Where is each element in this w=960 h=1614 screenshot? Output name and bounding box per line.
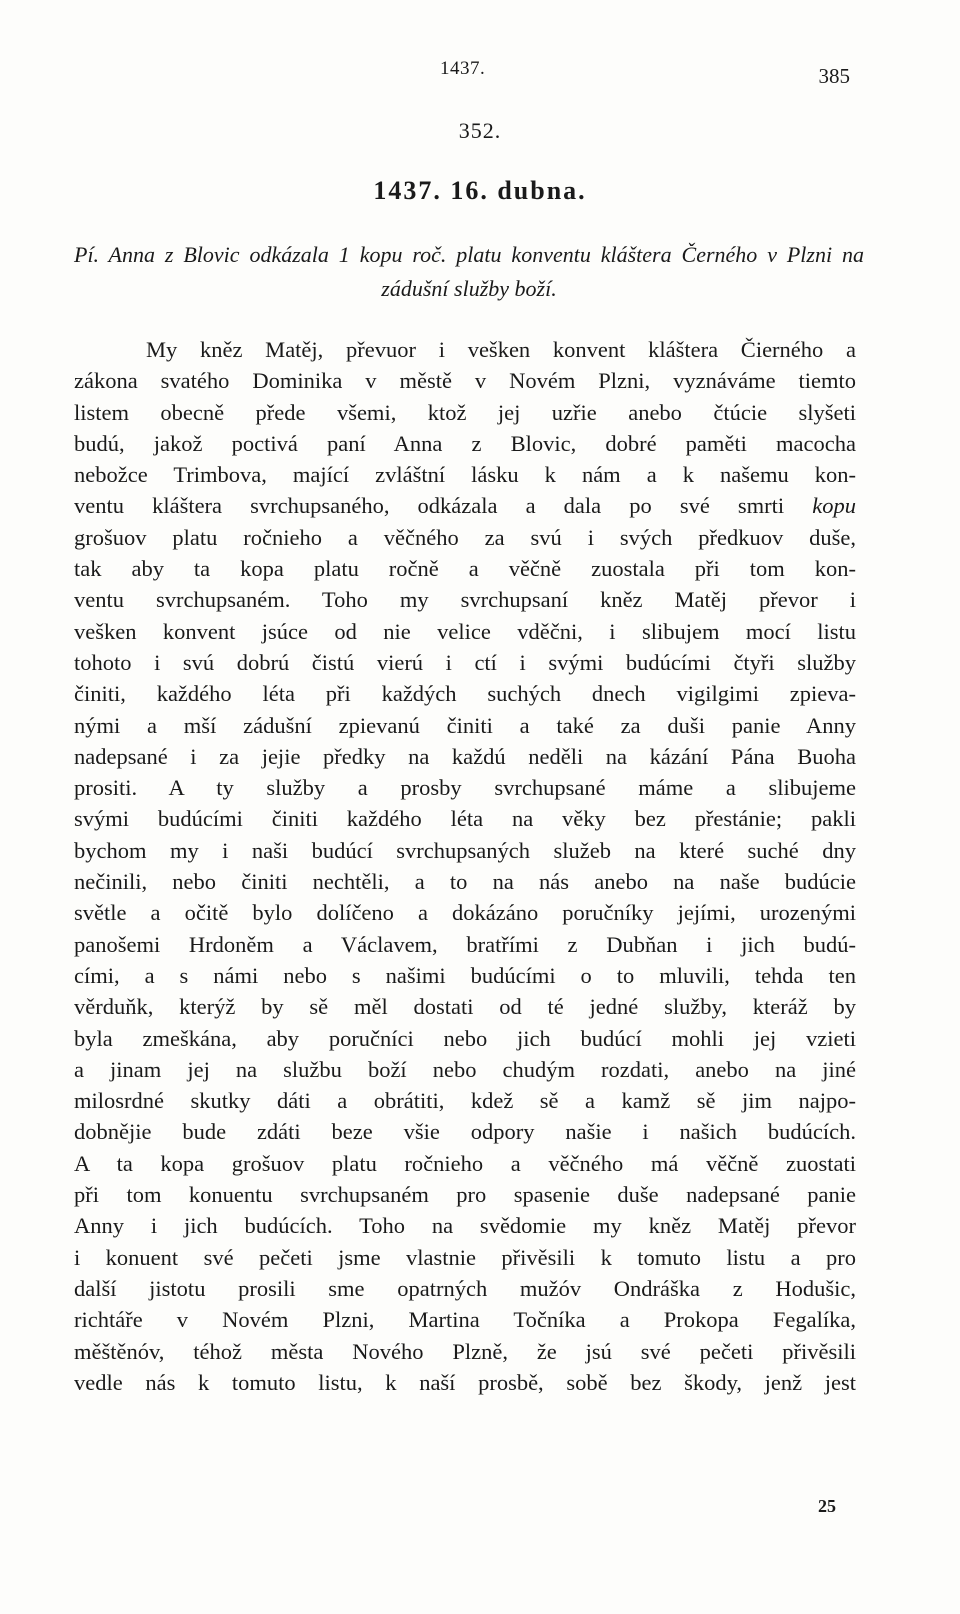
running-head-year: 1437. <box>440 58 486 79</box>
body-line: byla zmeškána, aby poručníci nebo jich budúcí mohli jej vzieti <box>74 1025 856 1051</box>
document-regest: Pí. Anna z Blovic odkázala 1 kopu roč. platu konventu kláštera Černého v Plzni na zádušní služby boží. <box>74 242 864 301</box>
page-number: 385 <box>818 64 850 88</box>
body-line: budú, jakož poctivá paní Anna z Blovic, dobré paměti macocha <box>74 430 856 456</box>
body-line: tak aby ta kopa platu ročně a věčně zuostala při tom kon- <box>74 556 856 582</box>
body-line: měštěnóv, téhož města Nového Plzně, že jsú své pečeti přivěsili <box>74 1338 856 1364</box>
body-line: milosrdné skutky dáti a obrátiti, kdež sě a kamž sě jim najpo- <box>74 1088 856 1114</box>
body-line: grošuov platu ročnieho a věčného za svú i svých předkuov duše, <box>74 524 856 550</box>
body-line: svými budúcími činiti každého léta na věky bez přestánie; pakli <box>74 806 856 832</box>
body-line: při tom konuentu svrchupsaném pro spasenie duše nadepsané panie <box>74 1182 856 1208</box>
body-line: nými a mší zádušní zpievanú činiti a také za duši panie Anny <box>74 712 856 738</box>
body-line: světle a očitě bylo dolíčeno a dokázáno poručníky jejími, urozenými <box>74 900 856 926</box>
body-line: tohoto i svú dobrú čistú vierú i ctí i svými budúcími čtyři služby <box>74 649 856 675</box>
printer-signature: 25 <box>818 1496 836 1516</box>
body-line: další jistotu prosili sme opatrných mužóv Ondráška z Hodušic, <box>74 1275 856 1301</box>
body-line: listem obecně přede všemi, ktož jej uzřie anebo čtúcie slyšeti <box>74 399 856 425</box>
document-number: 352. <box>458 118 502 143</box>
running-head <box>0 58 960 88</box>
italic-word: kopu <box>812 493 856 519</box>
body-line-text: ventu kláštera svrchupsaného, odkázala a dala po své smrti <box>74 493 785 519</box>
document-body <box>74 334 856 1398</box>
body-line: prositi. A ty služby a prosby svrchupsané máme a slibujeme <box>74 775 856 801</box>
body-line: vešken konvent jsúce od nie velice vděčni, i slibujem mocí listu <box>74 618 856 644</box>
body-line: cími, a s námi nebo s našimi budúcími o to mluvili, tehda ten <box>74 962 856 988</box>
body-line: nečinili, nebo činiti nechtěli, a to na nás anebo na naše budúcie <box>74 869 856 895</box>
body-line: činiti, každého léta při každých suchých dnech vigilgimi zpieva- <box>74 681 856 707</box>
body-line: ventu svrchupsaném. Toho my svrchupsaní kněz Matěj převor i <box>74 587 856 613</box>
document-date: 1437. 16. dubna. <box>373 176 587 205</box>
body-line: vedle nás k tomuto listu, k naší prosbě, sobě bez škody, jenž jest <box>74 1369 856 1395</box>
body-line: bychom my i naši budúcí svrchupsaných služeb na které suché dny <box>74 837 856 863</box>
body-line: nebožce Trimbova, mající zvláštní lásku k nám a k našemu kon- <box>74 462 856 488</box>
body-line: a jinam jej na službu boží nebo chudým rozdati, anebo na jiné <box>74 1056 856 1082</box>
body-line: dobnějie bude zdáti beze všie odpory našie i našich budúcích. <box>74 1119 856 1145</box>
body-line: Anny i jich budúcích. Toho na svědomie my kněz Matěj převor <box>74 1213 856 1239</box>
body-line: A ta kopa grošuov platu ročnieho a věčného má věčně zuostati <box>74 1150 856 1176</box>
body-line-with-italic <box>74 490 856 521</box>
body-line: richtáře v Novém Plzni, Martina Točníka a Prokopa Fegalíka, <box>74 1307 856 1333</box>
body-line: věrduňk, kterýž by sě měl dostati od té jedné služby, kteráž by <box>74 994 856 1020</box>
body-line: i konuent své pečeti jsme vlastnie přivěsili k tomuto listu a pro <box>74 1244 856 1270</box>
body-line: zákona svatého Dominika v městě v Novém Plzni, vyznáváme tiemto <box>74 368 856 394</box>
body-line: nadepsané i za jejie předky na každú neděli na kázání Pána Buoha <box>74 743 856 769</box>
body-line: panošemi Hrdoněm a Václavem, bratřími z Dubňan i jich budú- <box>74 931 856 957</box>
body-line: My kněz Matěj, převuor i vešken konvent kláštera Čierného a <box>146 337 856 362</box>
